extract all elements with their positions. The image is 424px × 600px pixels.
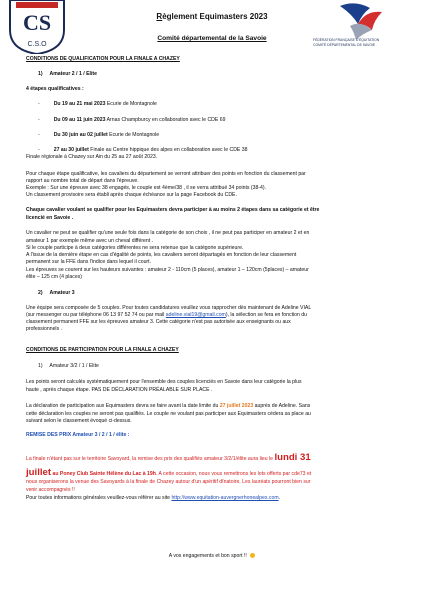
text-line: Exemple : Sur une épreuve avec 38 engagés, le couple est 4ème/38 , il se verra attribué 34 points (38-4). (26, 185, 267, 191)
stage-item: - Du 19 au 21 mai 2023 Ecurie de Montagnole (38, 101, 157, 107)
text-line: La déclaration de participation aux Equimasters devra se faire avant la date limite du 27 juillet 2023 auprès de Adeline. Sans (26, 403, 311, 409)
category-item: 1) Amateur 2 / 1 / Elite (38, 71, 97, 77)
page-title: Règlement Equimasters 2023 (156, 12, 268, 21)
text-line: Pour chaque étape qualificative, les cavaliers du département se verront attribuer des points en fonction du classement par (26, 171, 306, 177)
email-link[interactable]: adeline.vial19@gmail.com (165, 312, 226, 318)
stage-item: - Du 30 juin au 02 juillet Ecurie de Montagnole (38, 132, 160, 138)
info-line: Pour toutes informations générales veuillez-vous référer au site http://www.equitation-auvergnerhonealpes.com. (26, 495, 281, 501)
prizes-text: nous organiserons la venue des Savoyards à la finale de Chazey autour d'un apéritif dînatoire. Les lauréats pourront bien sur (26, 479, 311, 485)
category-item: 1) Amateur 3/2 / 1 / Elite (38, 363, 99, 369)
category-item: 2) Amateur 3 (38, 290, 75, 296)
text-line: Si le couple participe à deux catégories différentes ne sera retenue que la catégorie supérieure. (26, 245, 244, 251)
svg-text:CS: CS (22, 10, 52, 35)
prizes-text: La finale n'étant pas sur le territoire Savoyard, la remise des prix des qualifiés amateur 3/2/1/élite aura lieu le lundi 31 (26, 452, 311, 463)
text-line: professionnels . (26, 326, 63, 332)
text-line: Un cavalier ne peut se qualifier qu'une seule fois dans la catégorie de son choix , il ne peut pas participer en amateur 2 et en (26, 230, 310, 236)
bold-requirement: licencié en Savoie . (26, 215, 74, 221)
text-line: permanent sur la FFE dans l'indice dans lequel il court. (26, 259, 151, 265)
text-line: élite – 125 cm (4 places) (26, 274, 83, 280)
stage-item: - Du 09 au 11 juin 2023 Arnas Champburcy en collaboration avec le CDE 69 (38, 117, 226, 123)
ffe-name: FÉDÉRATION FRANÇAISE D'ÉQUITATION (313, 38, 380, 42)
closing-line: A vos engagements et bon sport !! (0, 553, 424, 560)
text-line: (sur messenger ou par téléphone 06 13 97 52 74 ou par mail adeline.vial19@gmail.com), la sélection se fera en fonction du (26, 312, 307, 318)
text-line: Une équipe sera composée de 5 couples. Pour toutes candidatures veuillez vous rapprocher dès maintenant de Adeline VIAL (26, 305, 312, 311)
prizes-text: venir accompagnés !! (26, 487, 75, 493)
text-line: suivant selon le classement évoqué ci-dessus. (26, 418, 132, 424)
page-subtitle: Comité départemental de la Savoie (157, 35, 267, 42)
bold-requirement: Chaque cavalier voulant se qualifier pour les Equimasters devra participer à au moins 2 étapes dans sa catégorie et être (26, 207, 320, 213)
text-line: classement permanent FFE sur les épreuves amateur 3. Cette catégorie n'est pas autorisée aux enseignants ou aux (26, 319, 291, 325)
text-line: Les épreuves se courent sur les hauteurs suivantes : amateur 2 - 110cm (5 places), amateur 1 – 120cm (5places) – amateur (26, 267, 309, 273)
stages-label: 4 étapes qualificatives : (26, 86, 84, 92)
text-line: rapport au nombre total de départ dans l'épreuve. (26, 178, 139, 184)
smiley-icon (250, 553, 255, 558)
prizes-heading: REMISE DES PRIX Amateur 3 / 2 / 1 / élite : (26, 432, 130, 438)
text-line: cette déclaration les couples ne seront pas qualifiés. Le couple ne voulant pas participer aux Equimasters cédera sa place au (26, 411, 311, 417)
svg-text:C.S.O: C.S.O (27, 41, 47, 48)
text-line: haute , après chaque étape. PAS DE DÉCLARATION PRÉALABLE SUR PLACE . (26, 387, 213, 393)
section-heading-participation: CONDITIONS DE PARTICIPATION POUR LA FINALE A CHAZEY (26, 347, 179, 353)
text-line: amateur 1 par exemple même avec un cheval différent . (26, 238, 154, 244)
stage-item: - 27 au 30 juillet Finale au Centre hippique des alpes en collaboration avec le CDE 38 (38, 147, 248, 153)
prizes-text: juillet au Poney Club Sainte Hélène du Lac à 19h. A cette occasion, nous vous remettrons les lots offerts par cde73 et (26, 467, 312, 478)
section-heading-qualification: CONDITIONS DE QUALIFICATION POUR LA FINALE A CHAZEY (26, 56, 180, 62)
ceremony-date: lundi 31 (274, 452, 311, 463)
deadline-date: 27 juillet 2023 (219, 403, 254, 409)
website-link[interactable]: http://www.equitation-auvergnerhonealpes.com (171, 495, 279, 501)
text-line: Les points seront calculés systématiquement pour l'ensemble des couples licenciés en Savoie dans leur catégorie la plus (26, 379, 302, 385)
text-line: Un classement provisoire sera établi après chaque échéance sur la page Facebook du CDE. (26, 192, 237, 198)
ffe-committee: COMITÉ DÉPARTEMENTAL DE SAVOIE (313, 43, 376, 47)
text-line: A l'issue de la dernière étape en cas d'égalité de points, les cavaliers seront départagés en fonction de leur classement (26, 252, 297, 258)
cso-logo (6, 0, 68, 54)
finale-line: Finale régionale à Chazey sur Ain du 25 au 27 août 2023. (26, 154, 158, 160)
